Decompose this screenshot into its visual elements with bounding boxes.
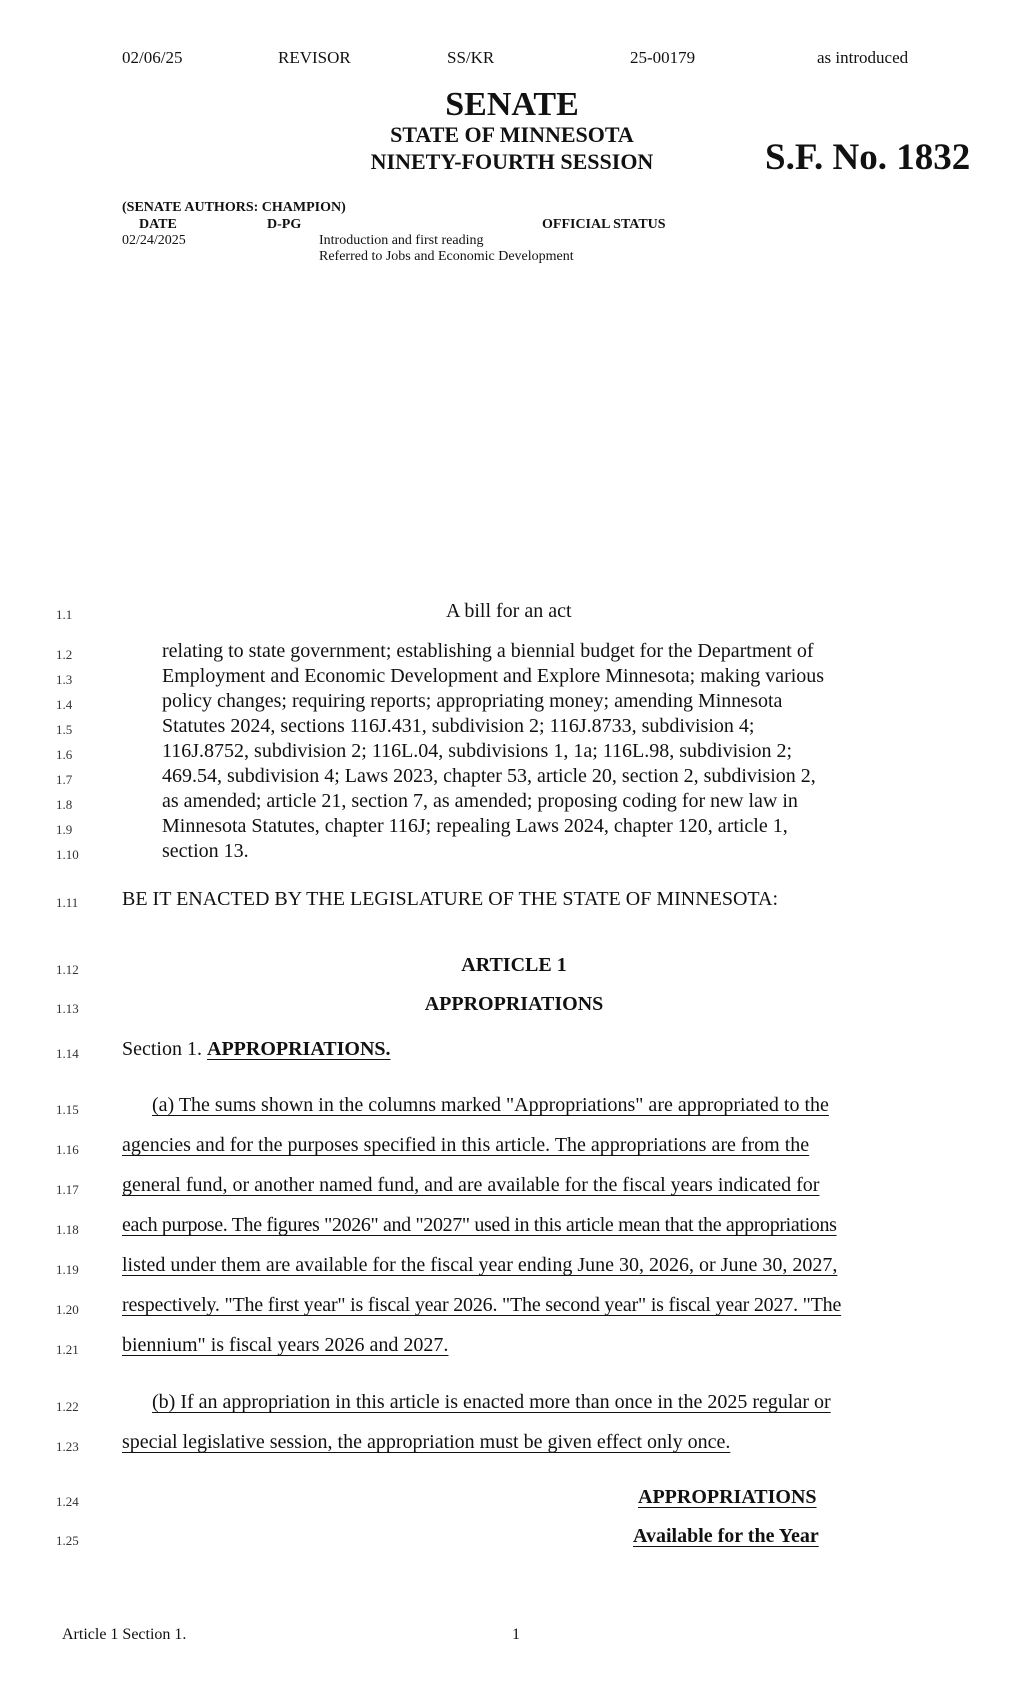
bill-number: S.F. No. 1832	[765, 137, 971, 178]
line-number: 1.10	[56, 847, 79, 862]
title-line: Statutes 2024, sections 116J.431, subdivision 2; 116J.8733, subdivision 4;	[162, 715, 755, 737]
paragraph-a-line: agencies and for the purposes specified in this article. The appropriations are from the	[122, 1134, 810, 1156]
header-revisor: REVISOR	[278, 48, 351, 67]
line-number: 1.11	[56, 895, 79, 910]
bill-heading: A bill for an act	[446, 600, 572, 622]
senate-heading: SENATE	[445, 86, 579, 123]
paragraph-a-line: listed under them are available for the fiscal year ending June 30, 2026, or June 30, 2027,	[122, 1254, 838, 1276]
line-number: 1.22	[56, 1399, 79, 1414]
title-line: relating to state government; establishing a biennial budget for the Department of	[162, 640, 814, 662]
paragraph-a-line: respectively. "The first year" is fiscal year 2026. "The second year" is fiscal year 2027. "The	[122, 1294, 842, 1316]
title-line: 116J.8752, subdivision 2; 116L.04, subdivisions 1, 1a; 116L.98, subdivision 2;	[162, 740, 793, 762]
paragraph-b-line: special legislative session, the appropriation must be given effect only once.	[122, 1431, 731, 1453]
page-number: 1	[512, 1626, 520, 1643]
line-number: 1.24	[56, 1494, 79, 1509]
title-line: policy changes; requiring reports; appropriating money; amending Minnesota	[162, 690, 783, 712]
paragraph-a-line: (a) The sums shown in the columns marked "Appropriations" are appropriated to the	[152, 1094, 829, 1116]
col-dpg: D-PG	[267, 217, 302, 232]
section-prefix: Section 1.	[122, 1038, 202, 1060]
line-number: 1.6	[56, 747, 73, 762]
status-entry-line2: Referred to Jobs and Economic Development	[319, 249, 574, 264]
section-heading	[122, 1038, 391, 1061]
line-number: 1.5	[56, 722, 73, 737]
appropriations-column-header: APPROPRIATIONS	[638, 1486, 817, 1508]
line-number: 1.25	[56, 1533, 79, 1548]
line-number: 1.7	[56, 772, 73, 787]
article-number: ARTICLE 1	[461, 954, 567, 976]
col-date: DATE	[139, 217, 177, 232]
line-number: 1.3	[56, 672, 73, 687]
paragraph-b-line: (b) If an appropriation in this article is enacted more than once in the 2025 regular or	[152, 1391, 831, 1413]
line-number: 1.21	[56, 1342, 79, 1357]
line-number: 1.19	[56, 1262, 79, 1277]
line-number: 1.14	[56, 1046, 79, 1061]
status-entry-date: 02/24/2025	[122, 233, 186, 248]
header-date: 02/06/25	[122, 48, 183, 67]
line-number: 1.9	[56, 822, 73, 837]
title-line: Employment and Economic Development and Explore Minnesota; making various	[162, 665, 825, 687]
article-title: APPROPRIATIONS	[424, 993, 604, 1015]
footer-location: Article 1 Section 1.	[62, 1626, 187, 1643]
state-heading: STATE OF MINNESOTA	[390, 122, 634, 147]
line-number: 1.8	[56, 797, 73, 812]
senate-authors: (SENATE AUTHORS: CHAMPION)	[122, 200, 346, 215]
section-title: APPROPRIATIONS.	[207, 1038, 391, 1060]
header-doc-number: 25-00179	[630, 48, 696, 67]
line-number: 1.17	[56, 1182, 79, 1197]
status-entry-line1: Introduction and first reading	[319, 233, 484, 248]
line-number: 1.1	[56, 607, 73, 622]
line-number: 1.2	[56, 647, 73, 662]
line-number: 1.20	[56, 1302, 79, 1317]
paragraph-a-line: biennium" is fiscal years 2026 and 2027.	[122, 1334, 449, 1356]
line-number: 1.16	[56, 1142, 79, 1157]
line-number: 1.12	[56, 962, 79, 977]
line-number: 1.13	[56, 1001, 79, 1016]
session-heading: NINETY-FOURTH SESSION	[370, 149, 654, 174]
header-status: as introduced	[817, 48, 909, 67]
title-line: 469.54, subdivision 4; Laws 2023, chapter 53, article 20, section 2, subdivision 2,	[162, 765, 816, 787]
line-number: 1.18	[56, 1222, 79, 1237]
title-line: section 13.	[162, 840, 249, 862]
line-number: 1.4	[56, 697, 73, 712]
paragraph-a-line: general fund, or another named fund, and are available for the fiscal years indicated for	[122, 1174, 820, 1196]
line-number: 1.15	[56, 1102, 79, 1117]
paragraph-a-line: each purpose. The figures "2026" and "2027" used in this article mean that the appropriations	[122, 1214, 837, 1236]
title-line: Minnesota Statutes, chapter 116J; repealing Laws 2024, chapter 120, article 1,	[162, 815, 788, 837]
line-number: 1.23	[56, 1439, 79, 1454]
header-initials: SS/KR	[447, 48, 495, 67]
enacting-clause: BE IT ENACTED BY THE LEGISLATURE OF THE STATE OF MINNESOTA:	[122, 888, 779, 910]
available-for-year-header: Available for the Year	[633, 1525, 819, 1547]
title-line: as amended; article 21, section 7, as amended; proposing coding for new law in	[162, 790, 798, 812]
col-official-status: OFFICIAL STATUS	[542, 217, 666, 232]
